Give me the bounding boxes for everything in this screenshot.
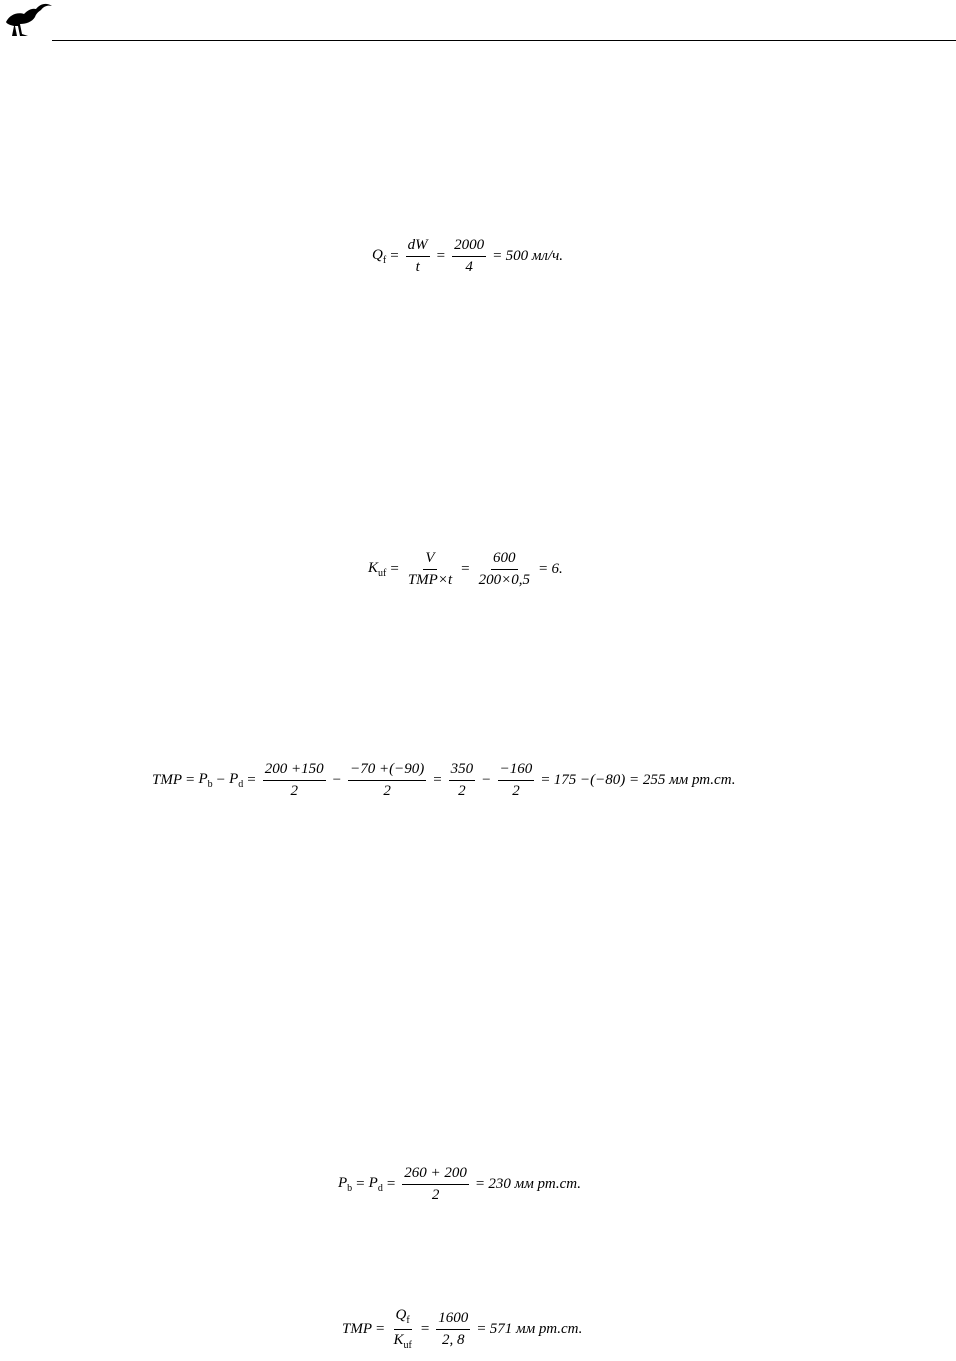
fraction-minus160-over-2: $\frac{-160}{2}$ [499,761,533,799]
fraction-qf-over-kuf: $\frac{Q_f}{K_{uf}}$ [393,1307,412,1351]
equation-transmembrane-pressure: TMP = $P_b$ − $P_d$ = $\frac{200 +150}{2}$ − $\frac{-70 +(-90)}{2}$ = $\frac{350}{2}$ − $\frac{-160}{2}$ = 175 −(−80) = 255 мм рт.ст. [152,761,736,799]
kuf-symbol: $K_{uf}$ [368,559,387,579]
pb-symbol: $P_b$ [198,770,213,790]
qf-result: 500 мл/ч. [505,248,564,264]
equation-ultrafiltration-coefficient: $K_{uf}$ = $\frac{V}{\text{TMP×t}}$ = $\frac{600}{200\times 0,5}$ = 6. [368,550,563,588]
pb-result: 230 мм рт.ст. [488,1176,582,1192]
tmp1-result: 175 −(−80) = 255 мм рт.ст. [553,772,736,788]
equation-equal-pressures: $P_b$ = $P_d$ = $\frac{260 + 200}{2}$ = 230 мм рт.ст. [338,1165,582,1203]
fraction-460-over-2: $\frac{260 + 200}{2}$ [404,1165,467,1203]
header-rule [52,40,956,41]
fraction-dw-over-t: $\frac{dW}{t}$ [407,237,428,275]
fraction-2000-over-4: $\frac{2000}{4}$ [454,237,485,275]
ibis-bird-icon [2,0,54,42]
fraction-dialysate-pressure: $\frac{-70 +(-90)}{2}$ [350,761,425,799]
tmp2-result: 571 мм рт.ст. [489,1321,583,1337]
pd-symbol: $P_d$ [368,1174,383,1194]
fraction-blood-pressure: $\frac{200 +150}{2}$ [264,761,324,799]
tmp-symbol: TMP [152,772,182,788]
fraction-600-over-100: $\frac{600}{200\times 0,5}$ [478,550,530,588]
fraction-v-over-tmp-t: $\frac{V}{\text{TMP×t}}$ [407,550,453,588]
equation-tmp-from-rate: TMP = $\frac{Q_f}{K_{uf}}$ = $\frac{1600}{2, 8}$ = 571 мм рт.ст. [342,1307,583,1351]
fraction-1600-over-2-8: $\frac{1600}{2, 8}$ [438,1310,469,1348]
kuf-result: 6. [551,561,563,577]
pb-symbol: $P_b$ [338,1174,353,1194]
fraction-350-over-2: $\frac{350}{2}$ [450,761,474,799]
tmp-symbol: TMP [342,1321,372,1337]
qf-symbol: $Q_f$ [372,246,387,266]
equation-filtration-rate: $Q_f$ = $\frac{dW}{t}$ = $\frac{2000}{4}$ = 500 мл/ч. [372,237,564,275]
pd-symbol: $P_d$ [229,770,244,790]
